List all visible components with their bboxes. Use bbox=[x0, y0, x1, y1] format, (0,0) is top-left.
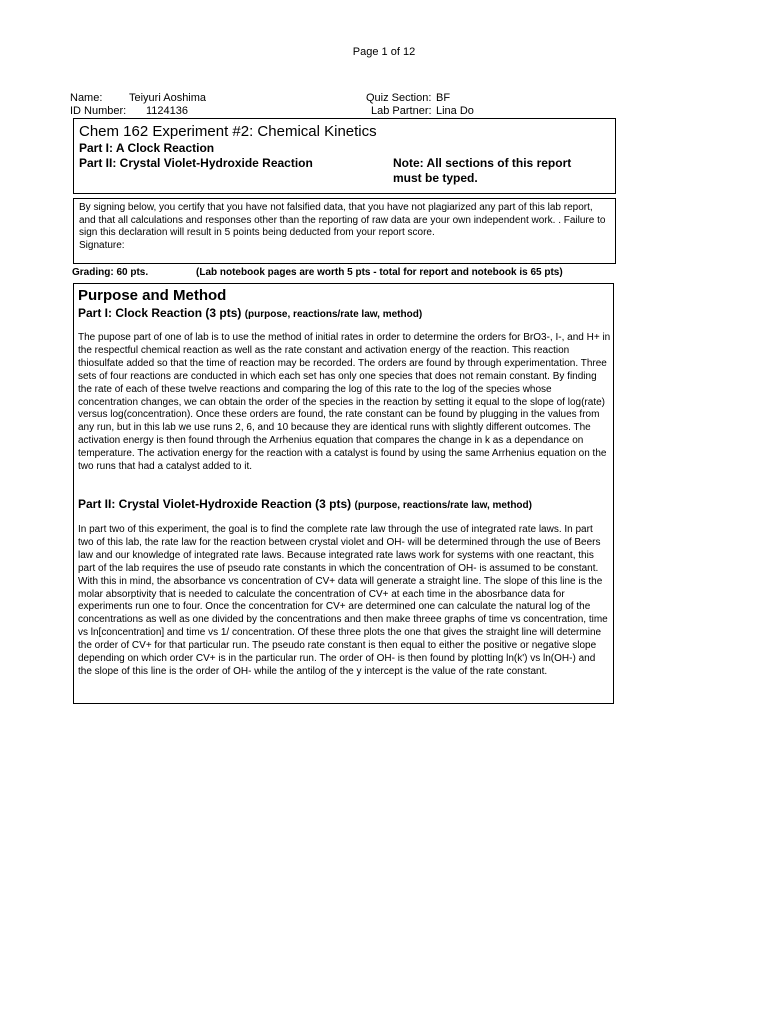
part2-title: Part II: Crystal Violet-Hydroxide Reaction bbox=[79, 156, 313, 170]
part1-heading-sub: (purpose, reactions/rate law, method) bbox=[244, 309, 423, 320]
name-label: Name: bbox=[70, 92, 103, 104]
page-number: Page 1 of 12 bbox=[352, 46, 416, 58]
signature-label: Signature: bbox=[79, 239, 125, 251]
title-box bbox=[73, 118, 616, 194]
certification-text bbox=[79, 202, 612, 252]
part2-heading-sub: (purpose, reactions/rate law, method) bbox=[354, 500, 532, 511]
part2-heading-text: Part II: Crystal Violet-Hydroxide Reaction (3 pts) bbox=[78, 497, 352, 511]
experiment-title: Chem 162 Experiment #2: Chemical Kinetics bbox=[79, 123, 377, 140]
part1-title: Part I: A Clock Reaction bbox=[79, 141, 215, 155]
purpose-method-title: Purpose and Method bbox=[78, 287, 227, 304]
grading-line bbox=[72, 267, 563, 278]
grading-label: Grading: 60 pts. bbox=[72, 267, 149, 278]
certification-box bbox=[73, 198, 616, 264]
grading-note: (Lab notebook pages are worth 5 pts - total for report and notebook is 65 pts) bbox=[196, 267, 563, 278]
id-label: ID Number: bbox=[70, 105, 127, 117]
name-row bbox=[70, 92, 102, 105]
lab-partner-label: Lab Partner: bbox=[371, 105, 432, 117]
quiz-section-label: Quiz Section: bbox=[366, 92, 432, 104]
lab-partner-value: Lina Do bbox=[436, 105, 474, 117]
part1-heading-text: Part I: Clock Reaction (3 pts) bbox=[78, 306, 242, 320]
typed-note: Note: All sections of this report must be typed. bbox=[393, 156, 572, 185]
part1-paragraph: The pupose part of one of lab is to use the method of initial rates in order to determine the orders for BrO3-, I-, and H+ in the respectful chemical reaction as well as the rate constant and activation energy of the reaction. This reaction thiosulfate added so that the time of reaction may be recorded. The orders are found by through experimentation. Three sets of four reactions are conducted in which each set has only one species that does not remain constant. By finding the rate of each of these twelve reactions and comparing the log of this rate to the log of the species whose concentration changes, we can obtain the order of the species in the reaction by setting it equal to the slope of log(rate) versus log(concentration). Once these orders are found, the rate constant can be found by plugging in the values from any run, but in this lab we use runs 2, 6, and 10 because they are identical runs with slightly different outcomes. The activation energy is then found through the Arrhenius equation that compares the change in k as a dependance on temperature. The activation energy for the reaction with a catalyst is found by using the same Arrhenius equation on the two runs that had a catalyst added to it. bbox=[78, 332, 611, 473]
part1-heading bbox=[78, 306, 422, 320]
student-name: Teiyuri Aoshima bbox=[129, 92, 207, 104]
student-id: 1124136 bbox=[146, 105, 189, 117]
certification-statement: By signing below, you certify that you have not falsified data, that you have not plagiarized any part of this lab report, and that all calculations and responses other than the reporting of raw data are your own independent work. . Failure to sign this declaration will result in 5 points being deducted from your report score. bbox=[79, 202, 606, 238]
quiz-section-value: BF bbox=[436, 92, 451, 104]
part2-paragraph: In part two of this experiment, the goal is to find the complete rate law through the use of integrated rate laws. In part two of this lab, the rate law for the reaction between crystal violet and OH- will be determined through the use of Beers law and our knowledge of integrated rate laws. Because integrated rate laws work for systems with one reactant, this part of the lab requires the use of pseudo rate constants in which the concentration of OH- is assumed to be constant. With this in mind, the absorbance vs concentration of CV+ data will generate a straight line. The slope of this line is the molar absorptivity that is needed to calculate the concentration of CV+ at each time in the abosrbance data for experiments run one to four. Once the concentration for CV+ are determined one can calculate the natural log of the concentrations as well as one divided by the concentrations and then make threee graphs of time vs concentration, time vs ln[concentration] and time vs 1/ concentration. Of these three plots the one that gives the straight line will determine the order of CV+ for that particular run. The pseudo rate constant is then equal to either the positive or negative slope depending on which order CV+ is in the particular run. The order of OH- is then found by plotting ln(k') vs ln(OH-) and the slope of this line is the order of OH- while the antilog of the y intercept is the value of the rate constant. bbox=[78, 524, 608, 677]
part2-heading bbox=[78, 497, 532, 511]
purpose-method-box bbox=[73, 283, 614, 704]
